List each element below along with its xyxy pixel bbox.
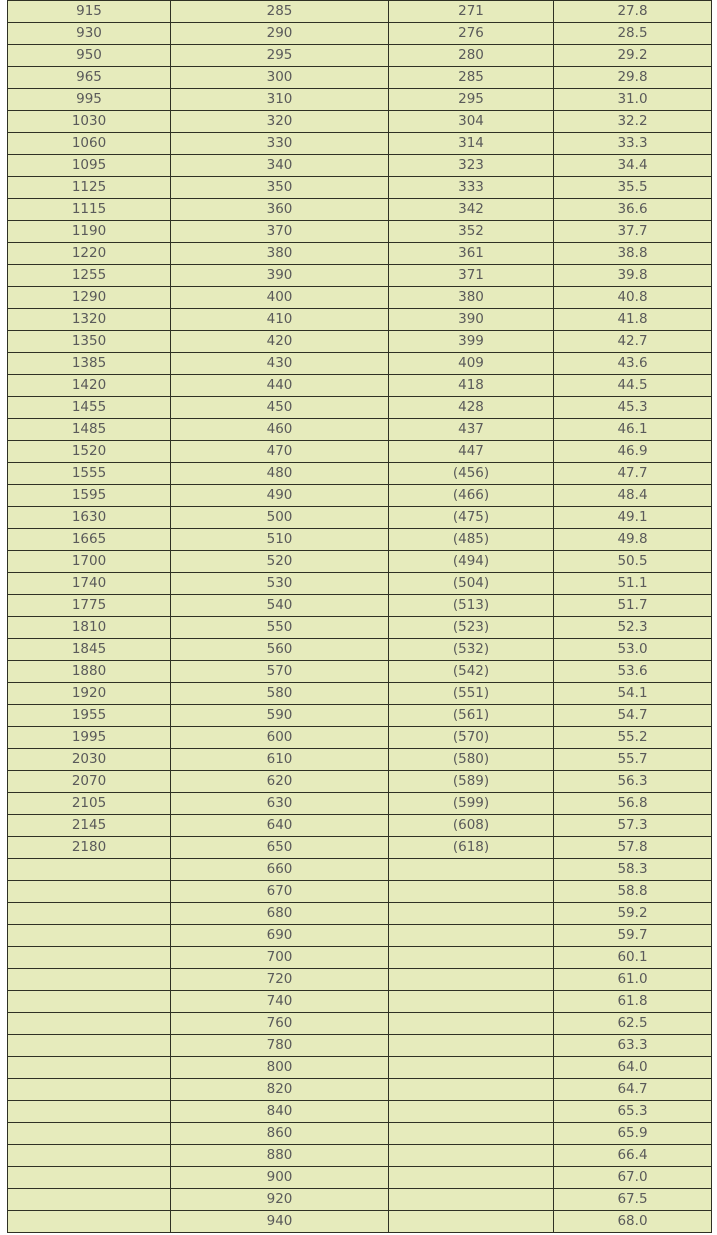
table-row <box>8 309 712 331</box>
table-cell-col2: 540 <box>171 595 389 617</box>
table-cell-col4: 46.9 <box>554 441 712 463</box>
table-row <box>8 837 712 859</box>
table-cell-col2: 440 <box>171 375 389 397</box>
table-cell-col4: 53.6 <box>554 661 712 683</box>
table-cell-col1: 1995 <box>8 727 171 749</box>
table-cell-col3: (513) <box>389 595 554 617</box>
table-cell-col3: (589) <box>389 771 554 793</box>
table-cell-col4: 61.0 <box>554 969 712 991</box>
table-cell-col4: 67.5 <box>554 1189 712 1211</box>
table-cell-col3 <box>389 991 554 1013</box>
table-cell-col4: 58.8 <box>554 881 712 903</box>
conversion-table-container <box>7 0 712 1233</box>
table-cell-col2: 840 <box>171 1101 389 1123</box>
table-cell-col3 <box>389 925 554 947</box>
table-row <box>8 177 712 199</box>
table-cell-col1: 1485 <box>8 419 171 441</box>
table-cell-col4: 39.8 <box>554 265 712 287</box>
table-cell-col4: 27.8 <box>554 1 712 23</box>
table-cell-col1: 1665 <box>8 529 171 551</box>
table-cell-col2: 800 <box>171 1057 389 1079</box>
table-cell-col3: (523) <box>389 617 554 639</box>
table-cell-col1 <box>8 1057 171 1079</box>
table-row <box>8 705 712 727</box>
table-cell-col2: 340 <box>171 155 389 177</box>
table-cell-col3: (599) <box>389 793 554 815</box>
table-cell-col2: 860 <box>171 1123 389 1145</box>
table-cell-col4: 66.4 <box>554 1145 712 1167</box>
table-cell-col3 <box>389 881 554 903</box>
table-cell-col2: 610 <box>171 749 389 771</box>
hardness-conversion-table <box>7 0 712 1233</box>
table-row <box>8 683 712 705</box>
table-cell-col3 <box>389 1167 554 1189</box>
table-row <box>8 463 712 485</box>
table-row <box>8 815 712 837</box>
table-cell-col1 <box>8 1145 171 1167</box>
table-row <box>8 133 712 155</box>
table-cell-col2: 290 <box>171 23 389 45</box>
table-cell-col4: 54.7 <box>554 705 712 727</box>
table-cell-col1: 1775 <box>8 595 171 617</box>
table-cell-col4: 29.8 <box>554 67 712 89</box>
table-cell-col1 <box>8 1035 171 1057</box>
table-cell-col3: 280 <box>389 45 554 67</box>
table-cell-col3: 304 <box>389 111 554 133</box>
table-cell-col2: 470 <box>171 441 389 463</box>
table-cell-col2: 530 <box>171 573 389 595</box>
table-cell-col1: 1740 <box>8 573 171 595</box>
table-cell-col3: 271 <box>389 1 554 23</box>
table-cell-col4: 35.5 <box>554 177 712 199</box>
table-cell-col1: 2145 <box>8 815 171 837</box>
table-cell-col4: 54.1 <box>554 683 712 705</box>
table-cell-col1: 1220 <box>8 243 171 265</box>
table-cell-col3: 437 <box>389 419 554 441</box>
table-cell-col1: 1810 <box>8 617 171 639</box>
table-row <box>8 1123 712 1145</box>
table-cell-col3 <box>389 1079 554 1101</box>
table-cell-col1: 1630 <box>8 507 171 529</box>
table-cell-col4: 34.4 <box>554 155 712 177</box>
table-row <box>8 1101 712 1123</box>
table-cell-col3 <box>389 1035 554 1057</box>
table-cell-col4: 52.3 <box>554 617 712 639</box>
table-cell-col3: 361 <box>389 243 554 265</box>
table-row <box>8 441 712 463</box>
table-row <box>8 331 712 353</box>
table-cell-col4: 37.7 <box>554 221 712 243</box>
table-cell-col4: 58.3 <box>554 859 712 881</box>
table-cell-col1: 995 <box>8 89 171 111</box>
table-cell-col3: (475) <box>389 507 554 529</box>
table-cell-col3: (494) <box>389 551 554 573</box>
table-cell-col2: 320 <box>171 111 389 133</box>
table-cell-col4: 33.3 <box>554 133 712 155</box>
table-cell-col4: 56.3 <box>554 771 712 793</box>
table-cell-col4: 40.8 <box>554 287 712 309</box>
table-cell-col1 <box>8 947 171 969</box>
table-row <box>8 353 712 375</box>
table-cell-col1 <box>8 925 171 947</box>
table-cell-col1 <box>8 859 171 881</box>
table-cell-col1: 1095 <box>8 155 171 177</box>
table-cell-col2: 500 <box>171 507 389 529</box>
table-cell-col1: 1520 <box>8 441 171 463</box>
table-cell-col3: (542) <box>389 661 554 683</box>
table-cell-col4: 61.8 <box>554 991 712 1013</box>
table-cell-col2: 510 <box>171 529 389 551</box>
table-cell-col2: 490 <box>171 485 389 507</box>
table-cell-col2: 420 <box>171 331 389 353</box>
table-cell-col3 <box>389 947 554 969</box>
table-cell-col2: 430 <box>171 353 389 375</box>
table-row <box>8 1013 712 1035</box>
table-cell-col3: 314 <box>389 133 554 155</box>
table-cell-col2: 720 <box>171 969 389 991</box>
table-cell-col3: 352 <box>389 221 554 243</box>
table-cell-col2: 660 <box>171 859 389 881</box>
table-cell-col1: 950 <box>8 45 171 67</box>
table-cell-col4: 46.1 <box>554 419 712 441</box>
table-cell-col1: 2180 <box>8 837 171 859</box>
table-cell-col2: 380 <box>171 243 389 265</box>
table-cell-col2: 520 <box>171 551 389 573</box>
table-cell-col4: 31.0 <box>554 89 712 111</box>
table-cell-col3: 342 <box>389 199 554 221</box>
table-cell-col2: 600 <box>171 727 389 749</box>
table-cell-col2: 640 <box>171 815 389 837</box>
table-cell-col2: 390 <box>171 265 389 287</box>
table-row <box>8 45 712 67</box>
table-cell-col1 <box>8 1123 171 1145</box>
table-cell-col4: 29.2 <box>554 45 712 67</box>
table-row <box>8 1057 712 1079</box>
table-row <box>8 1035 712 1057</box>
table-row <box>8 155 712 177</box>
table-row <box>8 903 712 925</box>
table-cell-col1: 1115 <box>8 199 171 221</box>
table-cell-col2: 550 <box>171 617 389 639</box>
table-cell-col3: (466) <box>389 485 554 507</box>
table-cell-col2: 480 <box>171 463 389 485</box>
table-cell-col1: 1385 <box>8 353 171 375</box>
table-row <box>8 419 712 441</box>
table-cell-col4: 49.1 <box>554 507 712 529</box>
table-cell-col1: 2070 <box>8 771 171 793</box>
table-cell-col1: 1455 <box>8 397 171 419</box>
table-cell-col1 <box>8 1211 171 1233</box>
table-row <box>8 111 712 133</box>
table-cell-col4: 67.0 <box>554 1167 712 1189</box>
table-cell-col3: 428 <box>389 397 554 419</box>
table-row <box>8 23 712 45</box>
table-cell-col3 <box>389 969 554 991</box>
table-cell-col1: 2105 <box>8 793 171 815</box>
table-row <box>8 1145 712 1167</box>
table-cell-col2: 570 <box>171 661 389 683</box>
table-cell-col4: 57.3 <box>554 815 712 837</box>
table-cell-col3: 323 <box>389 155 554 177</box>
table-cell-col4: 64.0 <box>554 1057 712 1079</box>
table-row <box>8 1079 712 1101</box>
table-cell-col1: 1190 <box>8 221 171 243</box>
table-cell-col2: 460 <box>171 419 389 441</box>
table-cell-col1: 1320 <box>8 309 171 331</box>
table-row <box>8 881 712 903</box>
table-cell-col4: 63.3 <box>554 1035 712 1057</box>
table-cell-col2: 560 <box>171 639 389 661</box>
table-cell-col4: 65.3 <box>554 1101 712 1123</box>
table-row <box>8 1 712 23</box>
table-row <box>8 529 712 551</box>
table-cell-col2: 900 <box>171 1167 389 1189</box>
table-cell-col1: 1060 <box>8 133 171 155</box>
table-cell-col2: 350 <box>171 177 389 199</box>
table-cell-col3 <box>389 1013 554 1035</box>
table-cell-col4: 62.5 <box>554 1013 712 1035</box>
table-cell-col1 <box>8 1013 171 1035</box>
table-cell-col3: 399 <box>389 331 554 353</box>
table-cell-col3: (570) <box>389 727 554 749</box>
table-cell-col3: 380 <box>389 287 554 309</box>
table-row <box>8 969 712 991</box>
table-row <box>8 749 712 771</box>
table-cell-col4: 53.0 <box>554 639 712 661</box>
table-cell-col2: 740 <box>171 991 389 1013</box>
table-row <box>8 67 712 89</box>
table-cell-col3: 447 <box>389 441 554 463</box>
table-cell-col1 <box>8 991 171 1013</box>
table-cell-col2: 920 <box>171 1189 389 1211</box>
table-cell-col3 <box>389 859 554 881</box>
table-row <box>8 199 712 221</box>
table-cell-col2: 590 <box>171 705 389 727</box>
table-cell-col3: (618) <box>389 837 554 859</box>
table-cell-col2: 670 <box>171 881 389 903</box>
table-row <box>8 947 712 969</box>
table-row <box>8 375 712 397</box>
table-cell-col4: 55.2 <box>554 727 712 749</box>
table-cell-col2: 370 <box>171 221 389 243</box>
table-cell-col3 <box>389 1057 554 1079</box>
table-cell-col4: 56.8 <box>554 793 712 815</box>
table-row <box>8 507 712 529</box>
table-row <box>8 991 712 1013</box>
table-cell-col1: 1255 <box>8 265 171 287</box>
table-cell-col3 <box>389 1101 554 1123</box>
table-cell-col2: 630 <box>171 793 389 815</box>
table-cell-col2: 360 <box>171 199 389 221</box>
table-cell-col1 <box>8 1167 171 1189</box>
table-cell-col4: 51.7 <box>554 595 712 617</box>
table-cell-col4: 65.9 <box>554 1123 712 1145</box>
table-cell-col3 <box>389 1123 554 1145</box>
table-cell-col1 <box>8 903 171 925</box>
table-row <box>8 1211 712 1233</box>
table-cell-col3: 390 <box>389 309 554 331</box>
table-cell-col1 <box>8 1079 171 1101</box>
table-cell-col2: 295 <box>171 45 389 67</box>
table-cell-col2: 310 <box>171 89 389 111</box>
table-row <box>8 89 712 111</box>
table-cell-col1: 915 <box>8 1 171 23</box>
table-cell-col4: 45.3 <box>554 397 712 419</box>
table-cell-col3 <box>389 1211 554 1233</box>
table-row <box>8 793 712 815</box>
table-cell-col1: 1125 <box>8 177 171 199</box>
table-cell-col3: (561) <box>389 705 554 727</box>
table-row <box>8 243 712 265</box>
table-cell-col3: 333 <box>389 177 554 199</box>
table-row <box>8 551 712 573</box>
table-row <box>8 925 712 947</box>
table-row <box>8 1189 712 1211</box>
table-row <box>8 573 712 595</box>
table-row <box>8 771 712 793</box>
table-cell-col1 <box>8 1101 171 1123</box>
table-cell-col2: 410 <box>171 309 389 331</box>
table-cell-col4: 41.8 <box>554 309 712 331</box>
table-cell-col3: 409 <box>389 353 554 375</box>
table-cell-col2: 780 <box>171 1035 389 1057</box>
table-cell-col4: 50.5 <box>554 551 712 573</box>
table-cell-col2: 285 <box>171 1 389 23</box>
table-cell-col1: 965 <box>8 67 171 89</box>
table-cell-col1: 2030 <box>8 749 171 771</box>
table-cell-col1 <box>8 969 171 991</box>
table-row <box>8 397 712 419</box>
table-cell-col1 <box>8 881 171 903</box>
table-cell-col1: 1290 <box>8 287 171 309</box>
table-cell-col4: 38.8 <box>554 243 712 265</box>
table-cell-col3: 295 <box>389 89 554 111</box>
table-cell-col2: 690 <box>171 925 389 947</box>
table-cell-col2: 620 <box>171 771 389 793</box>
table-cell-col3: (608) <box>389 815 554 837</box>
table-row <box>8 485 712 507</box>
table-row <box>8 639 712 661</box>
table-cell-col2: 680 <box>171 903 389 925</box>
table-cell-col3 <box>389 1145 554 1167</box>
table-cell-col3: 276 <box>389 23 554 45</box>
table-cell-col4: 68.0 <box>554 1211 712 1233</box>
table-cell-col3: (580) <box>389 749 554 771</box>
table-cell-col3: (532) <box>389 639 554 661</box>
table-cell-col1: 1845 <box>8 639 171 661</box>
table-cell-col3: 285 <box>389 67 554 89</box>
table-cell-col4: 64.7 <box>554 1079 712 1101</box>
table-row <box>8 221 712 243</box>
table-cell-col4: 59.7 <box>554 925 712 947</box>
table-cell-col3: (504) <box>389 573 554 595</box>
table-cell-col1 <box>8 1189 171 1211</box>
table-cell-col3: 371 <box>389 265 554 287</box>
table-cell-col4: 60.1 <box>554 947 712 969</box>
table-cell-col2: 400 <box>171 287 389 309</box>
table-cell-col1: 1350 <box>8 331 171 353</box>
table-cell-col4: 51.1 <box>554 573 712 595</box>
table-row <box>8 661 712 683</box>
table-cell-col2: 940 <box>171 1211 389 1233</box>
table-cell-col1: 1920 <box>8 683 171 705</box>
table-row <box>8 617 712 639</box>
table-cell-col1: 1595 <box>8 485 171 507</box>
table-cell-col3: 418 <box>389 375 554 397</box>
table-cell-col3 <box>389 1189 554 1211</box>
table-cell-col1: 1555 <box>8 463 171 485</box>
table-row <box>8 595 712 617</box>
table-cell-col2: 330 <box>171 133 389 155</box>
table-cell-col4: 47.7 <box>554 463 712 485</box>
table-row <box>8 859 712 881</box>
table-cell-col4: 59.2 <box>554 903 712 925</box>
table-row <box>8 1167 712 1189</box>
table-cell-col4: 49.8 <box>554 529 712 551</box>
table-cell-col1: 1030 <box>8 111 171 133</box>
table-row <box>8 727 712 749</box>
table-cell-col2: 760 <box>171 1013 389 1035</box>
table-cell-col2: 580 <box>171 683 389 705</box>
table-cell-col2: 820 <box>171 1079 389 1101</box>
table-row <box>8 265 712 287</box>
table-cell-col1: 1955 <box>8 705 171 727</box>
table-cell-col4: 44.5 <box>554 375 712 397</box>
table-cell-col3: (551) <box>389 683 554 705</box>
table-cell-col4: 43.6 <box>554 353 712 375</box>
table-cell-col2: 650 <box>171 837 389 859</box>
table-body <box>8 1 712 1233</box>
table-cell-col1: 1700 <box>8 551 171 573</box>
table-cell-col3: (485) <box>389 529 554 551</box>
table-cell-col4: 28.5 <box>554 23 712 45</box>
table-cell-col4: 42.7 <box>554 331 712 353</box>
table-cell-col4: 55.7 <box>554 749 712 771</box>
table-cell-col2: 700 <box>171 947 389 969</box>
table-cell-col2: 880 <box>171 1145 389 1167</box>
table-row <box>8 287 712 309</box>
table-cell-col4: 36.6 <box>554 199 712 221</box>
table-cell-col1: 1420 <box>8 375 171 397</box>
table-cell-col2: 450 <box>171 397 389 419</box>
table-cell-col3 <box>389 903 554 925</box>
table-cell-col4: 32.2 <box>554 111 712 133</box>
table-cell-col1: 930 <box>8 23 171 45</box>
table-cell-col3: (456) <box>389 463 554 485</box>
table-cell-col4: 48.4 <box>554 485 712 507</box>
table-cell-col2: 300 <box>171 67 389 89</box>
table-cell-col4: 57.8 <box>554 837 712 859</box>
table-cell-col1: 1880 <box>8 661 171 683</box>
